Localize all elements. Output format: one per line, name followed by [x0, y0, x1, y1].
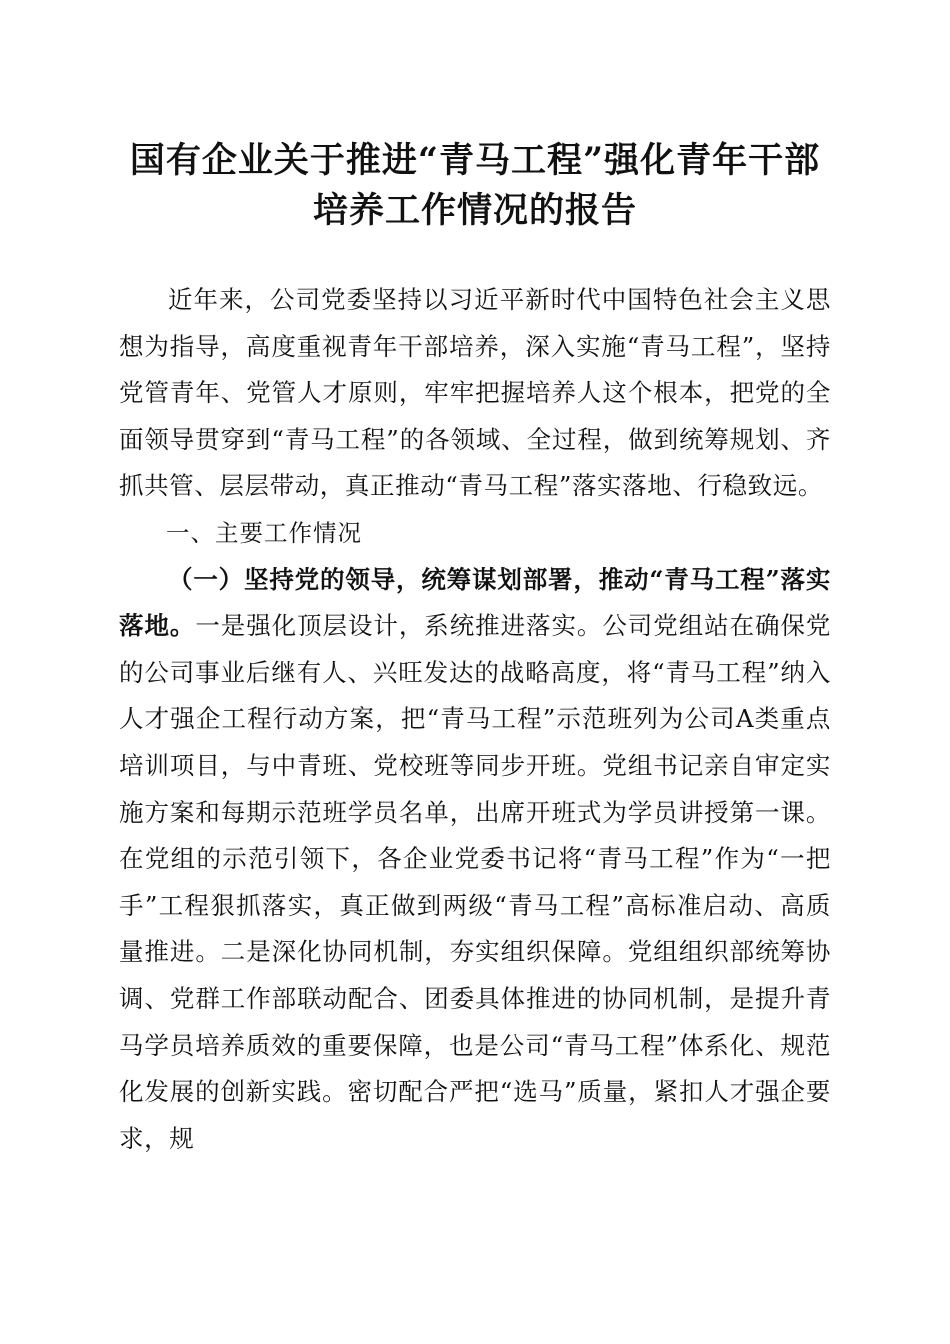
- subsection-body: 一是强化顶层设计，系统推进落实。公司党组站在确保党的公司事业后继有人、兴旺发达的战略高度，将“青马工程”纳入人才强企工程行动方案，把“青马工程”示范班列为公司A类重点培训项目，与中青班、党校班等同步开班。党组书记亲自审定实施方案和每期示范班学员名单，出席开班式为学员讲授第一课。在党组的示范引领下，各企业党委书记将“青马工程”作为“一把手”工程狠抓落实，真正做到两级“青马工程”高标准启动、高质量推进。二是深化协同机制，夯实组织保障。党组组织部统筹协调、党群工作部联动配合、团委具体推进的协同机制，是提升青马学员培养质效的重要保障，也是公司“青马工程”体系化、规范化发展的创新实践。密切配合严把“选马”质量，紧扣人才强企要求，规: [119, 611, 831, 1153]
- document-title: [80, 136, 870, 236]
- subsection-heading: （一）坚持党的领导，统筹谋划部署，推动“青马工程”落实落地。: [119, 564, 831, 641]
- title-line-2: 培养工作情况的报告: [312, 190, 637, 231]
- intro-paragraph: 近年来，公司党委坚持以习近平新时代中国特色社会主义思想为指导，高度重视青年干部培养，深入实施“青马工程”，坚持党管青年、党管人才原则，牢牢把握培养人这个根本，把党的全面领导贯穿到“青马工程”的各领域、全过程，做到统筹规划、齐抓共管、层层带动，真正推动“青马工程”落实落地、行稳致远。: [119, 285, 831, 501]
- document-body: [119, 277, 831, 1162]
- title-line-1: 国有企业关于推进“青马工程”强化青年干部: [129, 140, 821, 181]
- subsection-paragraph: [119, 557, 831, 1163]
- section-heading: 一、主要工作情况: [166, 518, 362, 547]
